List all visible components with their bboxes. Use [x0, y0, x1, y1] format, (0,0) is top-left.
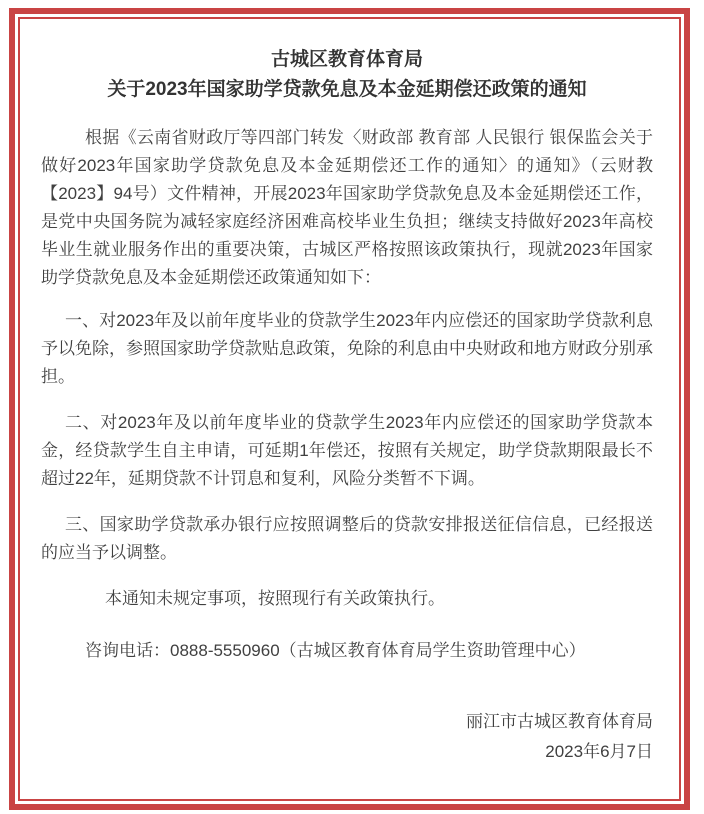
notice-contact-phone: 咨询电话：0888-5550960（古城区教育体育局学生资助管理中心）: [85, 641, 586, 660]
signature-organization: 丽江市古城区教育体育局: [466, 712, 653, 731]
notice-subject-title: 关于2023年国家助学贷款免息及本金延期偿还政策的通知: [107, 79, 587, 100]
notice-item-1: 一、对2023年及以前年度毕业的贷款学生2023年内应偿还的国家助学贷款利息予以免除，参照国家助学贷款贴息政策，免除的利息由中央财政和地方财政分别承担。: [41, 311, 653, 386]
signature-date: 2023年6月7日: [545, 742, 653, 761]
inner-red-border: [18, 17, 681, 801]
notice-closing-remark: 本通知未规定事项，按照现行有关政策执行。: [105, 589, 445, 608]
notice-item-3: 三、国家助学贷款承办银行应按照调整后的贷款安排报送征信信息，已经报送的应当予以调整。: [41, 515, 653, 562]
notice-org-title: 古城区教育体育局: [270, 49, 423, 70]
notice-item-2: 二、对2023年及以前年度毕业的贷款学生2023年内应偿还的国家助学贷款本金，经贷款学生自主申请，可延期1年偿还，按照有关规定，助学贷款期限最长不超过22年，延期贷款不计罚息和复利，风险分类暂不下调。: [41, 413, 653, 488]
notice-content: [20, 19, 679, 795]
notice-paragraph-intro: 根据《云南省财政厅等四部门转发〈财政部 教育部 人民银行 银保监会关于做好2023年国家助学贷款免息及本金延期偿还工作的通知〉的通知》（云财教【2023】94号）文件精神，开展2023年国家助学贷款免息及本金延期偿还工作，是党中央国务院为减轻家庭经济困难高校毕业生负担；继续支持做好2023年高校毕业生就业服务作出的重要决策，古城区严格按照该政策执行，现就2023年国家助学贷款免息及本金延期偿还政策通知如下：: [41, 128, 653, 287]
signature-block: [41, 707, 653, 767]
outer-red-border: [9, 8, 690, 810]
